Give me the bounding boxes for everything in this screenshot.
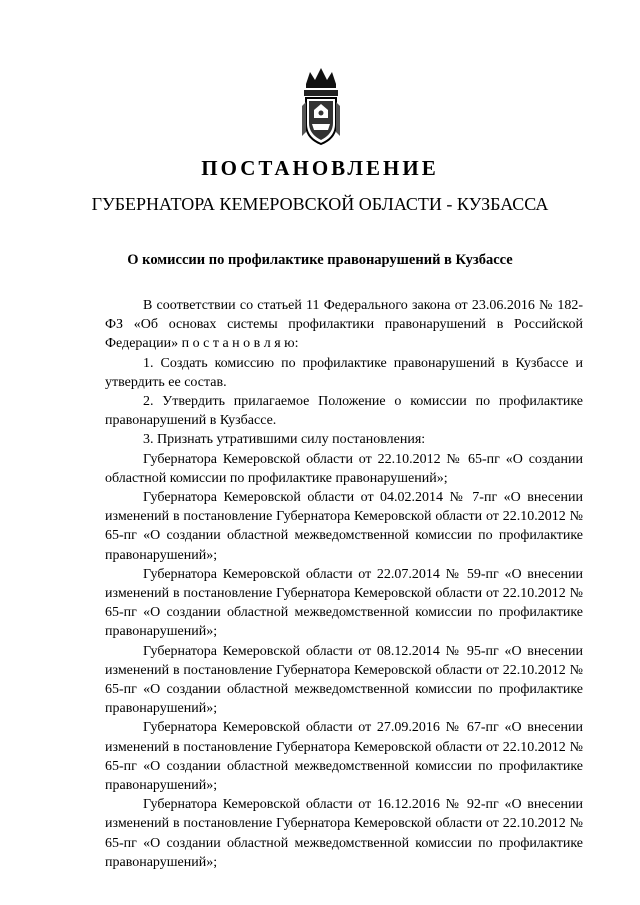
paragraph: Губернатора Кемеровской области от 16.12.2016 № 92-пг «О внесении изменений в постановление Губернатора Кемеровской области от 22.10.2012 № 65-пг «О создании областной межведомственной комиссии по профилактике правонарушений»; (105, 797, 583, 870)
paragraph: Губернатора Кемеровской области от 22.07.2014 № 59-пг «О внесении изменений в постановление Губернатора Кемеровской области от 22.10.2012 № 65-пг «О создании областной межведомственной комиссии по профилактике правонарушений»; (105, 566, 583, 640)
document-subject: О комиссии по профилактике правонарушений в Кузбассе (127, 252, 513, 268)
paragraph: Губернатора Кемеровской области от 22.10.2012 № 65-пг «О создании областной комиссии по профилактике правонарушений»; (105, 451, 583, 486)
document-body (105, 296, 583, 872)
paragraph: 3. Признать утратившими силу постановления: (143, 432, 426, 448)
paragraph: 2. Утвердить прилагаемое Положение о комиссии по профилактике правонарушений в Кузбассе. (105, 394, 583, 429)
coat-of-arms-icon (298, 66, 344, 148)
paragraph: Губернатора Кемеровской области от 04.02.2014 № 7-пг «О внесении изменений в постановление Губернатора Кемеровской области от 22.10.2012 № 65-пг «О создании областной межведомственной комиссии по профилактике правонарушений»; (105, 490, 583, 563)
paragraph: Губернатора Кемеровской области от 08.12.2014 № 95-пг «О внесении изменений в постановление Губернатора Кемеровской области от 22.10.2012 № 65-пг «О создании областной межведомственной комиссии по профилактике правонарушений»; (105, 643, 583, 717)
issuer-subtitle: ГУБЕРНАТОРА КЕМЕРОВСКОЙ ОБЛАСТИ - КУЗБАССА (91, 194, 549, 214)
paragraph: 1. Создать комиссию по профилактике правонарушений в Кузбассе и утвердить ее состав. (105, 355, 583, 390)
paragraph: В соответствии со статьей 11 Федерального закона от 23.06.2016 № 182-ФЗ «Об основах системы профилактики правонарушений в Российской Федерации» п о с т а н о в л я ю: (105, 298, 583, 352)
document-title: ПОСТАНОВЛЕНИЕ (201, 156, 439, 180)
paragraph: Губернатора Кемеровской области от 27.09.2016 № 67-пг «О внесении изменений в постановление Губернатора Кемеровской области от 22.10.2012 № 65-пг «О создании областной межведомственной комиссии по профилактике правонарушений»; (105, 720, 583, 794)
